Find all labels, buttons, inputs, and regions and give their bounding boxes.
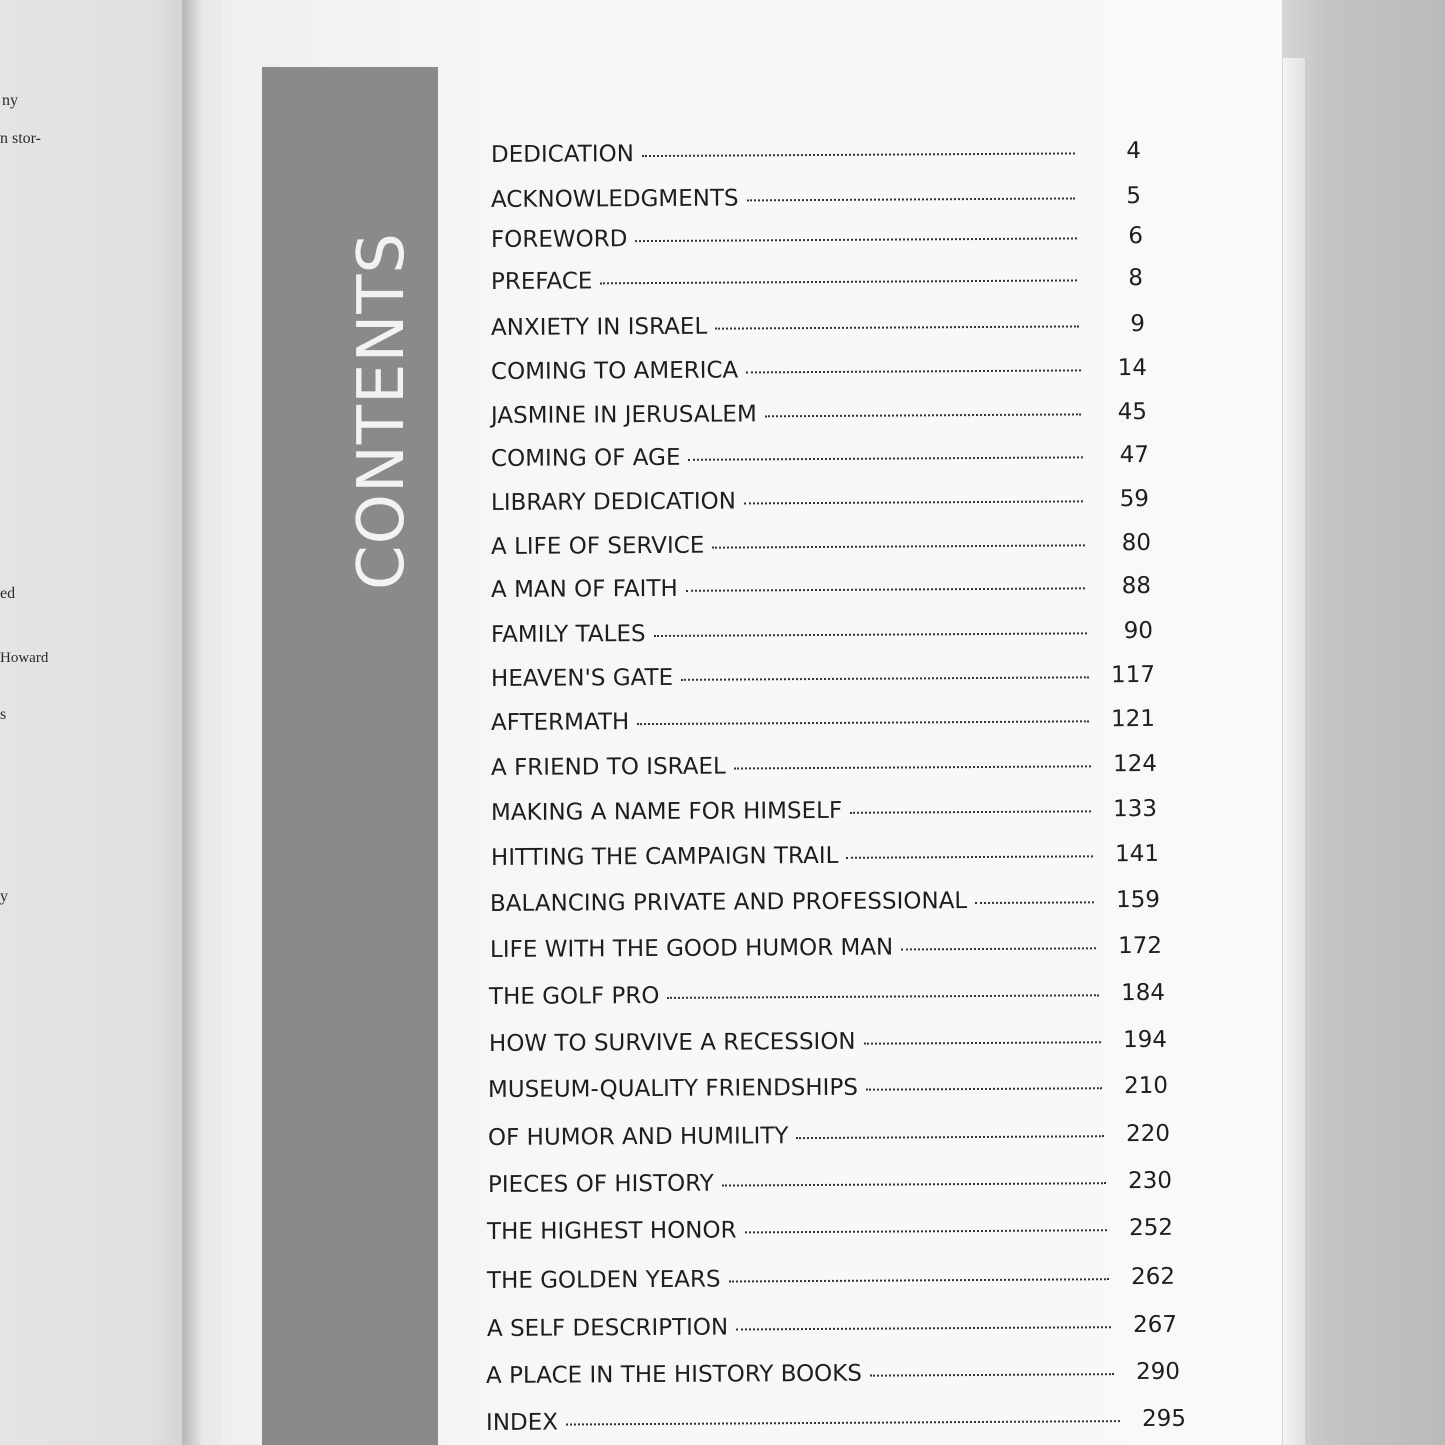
toc-entry bbox=[486, 1406, 1186, 1440]
toc-entry-title: PREFACE bbox=[490, 268, 593, 295]
toc-entry-title: THE GOLF PRO bbox=[488, 982, 660, 1010]
toc-dot-leader bbox=[765, 413, 1081, 417]
toc-dot-leader bbox=[600, 279, 1077, 284]
toc-entry bbox=[491, 618, 1153, 652]
toc-entry bbox=[489, 1027, 1167, 1061]
toc-dot-leader bbox=[722, 1182, 1106, 1186]
toc-dot-leader bbox=[686, 587, 1085, 591]
toc-entry bbox=[491, 751, 1157, 785]
toc-dot-leader bbox=[734, 765, 1091, 769]
toc-entry-page-number: 252 bbox=[1128, 1214, 1174, 1242]
toc-entry-title: HEAVEN'S GATE bbox=[490, 664, 674, 692]
toc-dot-leader bbox=[975, 901, 1094, 904]
toc-entry-page-number: 8 bbox=[1128, 265, 1144, 292]
toc-dot-leader bbox=[746, 369, 1081, 373]
toc-dot-leader bbox=[864, 1041, 1101, 1044]
toc-entry bbox=[491, 223, 1143, 257]
toc-entry-page-number: 80 bbox=[1121, 529, 1152, 557]
toc-entry-page-number: 220 bbox=[1125, 1120, 1171, 1148]
toc-entry-page-number: 5 bbox=[1126, 183, 1142, 210]
toc-entry-page-number: 121 bbox=[1110, 705, 1156, 733]
toc-entry-page-number: 124 bbox=[1112, 750, 1158, 778]
toc-entry-page-number: 90 bbox=[1123, 617, 1154, 645]
toc-entry bbox=[486, 1359, 1180, 1393]
toc-entry bbox=[488, 1168, 1172, 1202]
toc-entry bbox=[488, 1073, 1168, 1107]
toc-entry-page-number: 172 bbox=[1117, 932, 1163, 960]
toc-dot-leader bbox=[744, 500, 1083, 504]
toc-dot-leader bbox=[729, 1278, 1109, 1282]
toc-entry-title: LIBRARY DEDICATION bbox=[490, 488, 736, 516]
toc-dot-leader bbox=[846, 855, 1093, 859]
toc-entry bbox=[491, 442, 1149, 476]
toc-dot-leader bbox=[850, 810, 1091, 813]
toc-dot-leader bbox=[866, 1087, 1102, 1090]
toc-entry-page-number: 159 bbox=[1115, 886, 1161, 914]
toc-dot-leader bbox=[870, 1373, 1114, 1376]
toc-entry bbox=[488, 1121, 1170, 1155]
toc-entry-page-number: 290 bbox=[1135, 1358, 1181, 1386]
toc-entry-title: HOW TO SURVIVE A RECESSION bbox=[488, 1028, 856, 1057]
toc-dot-leader bbox=[635, 237, 1077, 242]
toc-entry-title: A LIFE OF SERVICE bbox=[490, 532, 705, 560]
toc-entry-page-number: 184 bbox=[1120, 979, 1166, 1007]
toc-entry-page-number: 230 bbox=[1127, 1167, 1173, 1195]
toc-entry-title: JASMINE IN JERUSALEM bbox=[490, 401, 757, 429]
toc-entry-title: THE GOLDEN YEARS bbox=[486, 1266, 721, 1294]
toc-entry bbox=[490, 933, 1162, 967]
toc-entry-title: COMING TO AMERICA bbox=[490, 357, 739, 385]
toc-entry-page-number: 9 bbox=[1130, 311, 1146, 338]
toc-entry-title: ACKNOWLEDGMENTS bbox=[490, 185, 739, 213]
toc-dot-leader bbox=[681, 676, 1089, 680]
toc-entry-page-number: 133 bbox=[1112, 795, 1158, 823]
toc-entry-title: A MAN OF FAITH bbox=[490, 575, 678, 603]
toc-entry-page-number: 6 bbox=[1128, 223, 1144, 250]
toc-entry-title: MAKING A NAME FOR HIMSELF bbox=[490, 797, 843, 826]
toc-entry-page-number: 141 bbox=[1114, 840, 1160, 868]
toc-entry-page-number: 88 bbox=[1121, 572, 1152, 600]
toc-entry-title: A FRIEND TO ISRAEL bbox=[490, 753, 726, 781]
toc-entry bbox=[491, 841, 1159, 875]
toc-entry-title: HITTING THE CAMPAIGN TRAIL bbox=[490, 842, 839, 871]
toc-entry bbox=[491, 399, 1147, 433]
toc-dot-leader bbox=[637, 720, 1089, 725]
toc-entry-title: INDEX bbox=[485, 1409, 559, 1436]
toc-entry-page-number: 267 bbox=[1132, 1311, 1178, 1339]
left-page-fragment: Howard bbox=[0, 650, 49, 666]
toc-entry-page-number: 59 bbox=[1119, 485, 1150, 513]
toc-entry-title: FAMILY TALES bbox=[490, 621, 646, 648]
toc-entry bbox=[491, 355, 1147, 389]
toc-entry bbox=[491, 573, 1151, 607]
toc-dot-leader bbox=[566, 1420, 1120, 1425]
toc-entry-title: PIECES OF HISTORY bbox=[487, 1170, 714, 1198]
toc-entry-title: ANXIETY IN ISRAEL bbox=[490, 313, 708, 341]
toc-entry-title: OF HUMOR AND HUMILITY bbox=[487, 1123, 789, 1151]
toc-entry-page-number: 210 bbox=[1123, 1072, 1169, 1100]
toc-entry-page-number: 45 bbox=[1117, 398, 1148, 426]
toc-entry bbox=[490, 887, 1160, 921]
toc-dot-leader bbox=[642, 152, 1075, 157]
toc-entry-title: A SELF DESCRIPTION bbox=[486, 1314, 729, 1342]
toc-dot-leader bbox=[796, 1135, 1104, 1139]
toc-entry-title: LIFE WITH THE GOOD HUMOR MAN bbox=[489, 934, 894, 963]
contents-heading: CONTENTS bbox=[345, 231, 419, 590]
toc-entry bbox=[491, 311, 1145, 345]
toc-entry-title: THE HIGHEST HONOR bbox=[486, 1217, 737, 1245]
left-page-fragment: s bbox=[0, 706, 7, 723]
toc-entry-page-number: 295 bbox=[1141, 1405, 1187, 1432]
toc-dot-leader bbox=[736, 1326, 1111, 1330]
toc-entry-title: AFTERMATH bbox=[490, 709, 630, 736]
toc-entry-page-number: 194 bbox=[1122, 1026, 1168, 1054]
toc-entry-title: FOREWORD bbox=[490, 226, 628, 253]
toc-dot-leader bbox=[901, 947, 1096, 950]
toc-entry-title: DEDICATION bbox=[490, 141, 634, 168]
toc-entry bbox=[491, 530, 1151, 564]
toc-dot-leader bbox=[715, 325, 1079, 329]
toc-dot-leader bbox=[712, 544, 1085, 548]
toc-entry-page-number: 262 bbox=[1130, 1263, 1176, 1291]
toc-entry bbox=[491, 265, 1143, 299]
toc-entry bbox=[487, 1264, 1175, 1298]
toc-entry bbox=[487, 1215, 1173, 1249]
toc-dot-leader bbox=[745, 1229, 1107, 1233]
toc-entry bbox=[491, 138, 1141, 172]
toc-dot-leader bbox=[667, 994, 1099, 999]
toc-entry-title: BALANCING PRIVATE AND PROFESSIONAL bbox=[489, 888, 968, 917]
toc-entry-page-number: 4 bbox=[1126, 138, 1142, 165]
toc-entry-page-number: 47 bbox=[1119, 441, 1150, 469]
toc-entry bbox=[491, 796, 1157, 830]
left-page-fragment: n stor- bbox=[0, 130, 42, 147]
toc-entry bbox=[491, 662, 1155, 696]
toc-dot-leader bbox=[747, 197, 1075, 201]
toc-dot-leader bbox=[688, 456, 1083, 460]
left-page-fragment: ed bbox=[0, 585, 16, 602]
toc-entry-title: MUSEUM-QUALITY FRIENDSHIPS bbox=[487, 1074, 858, 1103]
toc-entry bbox=[491, 706, 1155, 740]
toc-entry bbox=[489, 980, 1165, 1014]
toc-entry-page-number: 117 bbox=[1110, 661, 1156, 689]
toc-entry bbox=[491, 486, 1149, 520]
left-page-fragment: y bbox=[0, 888, 8, 905]
toc-entry-title: A PLACE IN THE HISTORY BOOKS bbox=[485, 1360, 863, 1389]
left-page-fragment: ny bbox=[2, 92, 18, 109]
toc-dot-leader bbox=[654, 632, 1087, 637]
toc-entry bbox=[491, 183, 1141, 217]
toc-entry bbox=[487, 1312, 1177, 1346]
toc-entry-page-number: 14 bbox=[1117, 354, 1148, 382]
toc-entry-title: COMING OF AGE bbox=[490, 444, 681, 472]
